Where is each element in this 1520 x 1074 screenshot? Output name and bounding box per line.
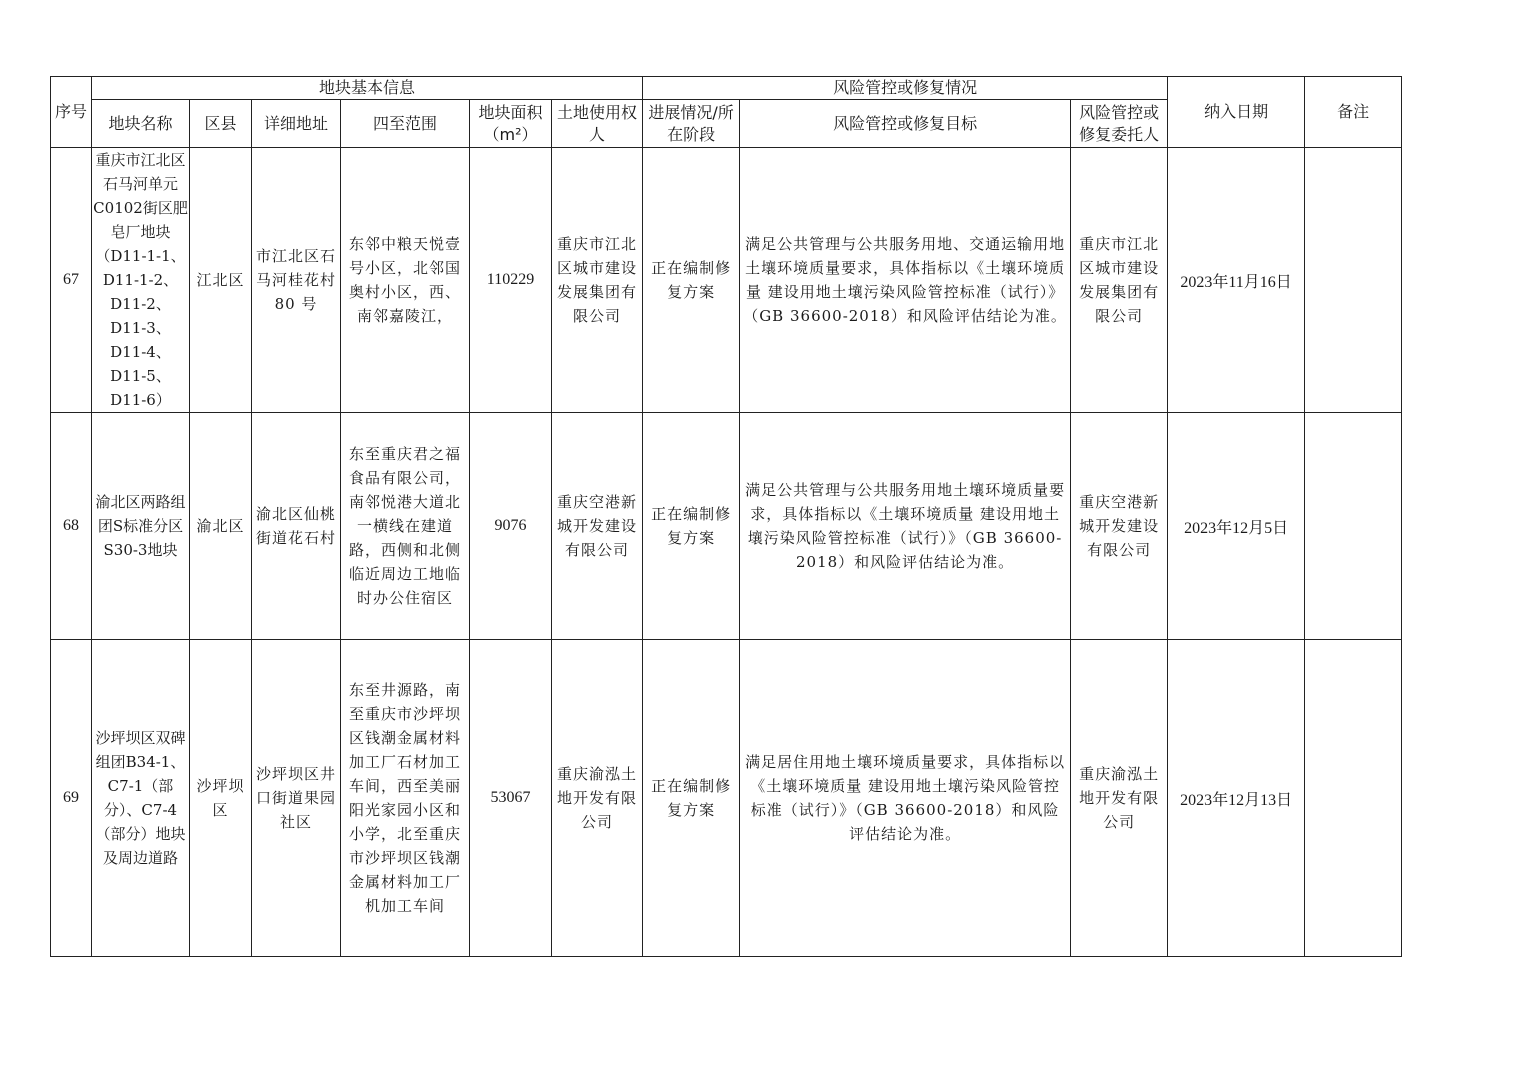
cell-land-owner: 重庆渝泓土地开发有限公司 [552,640,643,957]
cell-progress: 正在编制修复方案 [643,413,740,640]
cell-seq: 68 [51,413,92,640]
header-client: 风险管控或修复委托人 [1071,100,1168,148]
header-boundary: 四至范围 [341,100,470,148]
cell-address: 渝北区仙桃街道花石村 [252,413,341,640]
cell-address: 市江北区石马河桂花村 80 号 [252,148,341,413]
cell-area: 9076 [470,413,552,640]
header-seq: 序号 [51,77,92,148]
cell-land-owner: 重庆市江北区城市建设发展集团有限公司 [552,148,643,413]
cell-plot-name: 沙坪坝区双碑组团B34-1、C7-1（部分）、C7-4（部分）地块及周边道路 [92,640,190,957]
cell-area: 53067 [470,640,552,957]
cell-client: 重庆渝泓土地开发有限公司 [1071,640,1168,957]
header-area: 地块面积（m²） [470,100,552,148]
cell-target: 满足公共管理与公共服务用地土壤环境质量要求，具体指标以《土壤环境质量 建设用地土壤污染风险管控标准（试行）》（GB 36600-2018）和风险评估结论为准。 [740,413,1071,640]
cell-remark [1305,640,1402,957]
cell-district: 渝北区 [190,413,252,640]
header-remark: 备注 [1305,77,1402,148]
cell-target: 满足公共管理与公共服务用地、交通运输用地土壤环境质量要求，具体指标以《土壤环境质量 建设用地土壤污染风险管控标准（试行）》（GB 36600-2018）和风险评估结论为准。 [740,148,1071,413]
cell-progress: 正在编制修复方案 [643,640,740,957]
cell-district: 江北区 [190,148,252,413]
table-row [51,413,1402,640]
cell-remark [1305,148,1402,413]
table-row [51,148,1402,413]
header-group-risk-remediation: 风险管控或修复情况 [643,77,1168,100]
cell-client: 重庆市江北区城市建设发展集团有限公司 [1071,148,1168,413]
cell-district: 沙坪坝区 [190,640,252,957]
cell-inclusion-date: 2023年12月5日 [1168,413,1305,640]
header-target: 风险管控或修复目标 [740,100,1071,148]
cell-progress: 正在编制修复方案 [643,148,740,413]
header-inclusion-date: 纳入日期 [1168,77,1305,148]
cell-land-owner: 重庆空港新城开发建设有限公司 [552,413,643,640]
cell-seq: 69 [51,640,92,957]
table-row [51,640,1402,957]
cell-boundary: 东邻中粮天悦壹号小区，北邻国奥村小区，西、南邻嘉陵江， [341,148,470,413]
cell-target: 满足居住用地土壤环境质量要求，具体指标以《土壤环境质量 建设用地土壤污染风险管控标准（试行）》（GB 36600-2018）和风险评估结论为准。 [740,640,1071,957]
header-plot-name: 地块名称 [92,100,190,148]
cell-seq: 67 [51,148,92,413]
header-land-owner: 土地使用权人 [552,100,643,148]
cell-boundary: 东至重庆君之福食品有限公司，南邻悦港大道北一横线在建道路，西侧和北侧临近周边工地临时办公住宿区 [341,413,470,640]
cell-plot-name: 渝北区两路组团S标准分区S30-3地块 [92,413,190,640]
cell-client: 重庆空港新城开发建设有限公司 [1071,413,1168,640]
cell-inclusion-date: 2023年12月13日 [1168,640,1305,957]
cell-boundary: 东至井源路，南至重庆市沙坪坝区钱潮金属材料加工厂石材加工车间，西至美丽阳光家园小区和小学，北至重庆市沙坪坝区钱潮金属材料加工厂机加工车间 [341,640,470,957]
contaminated-land-table [50,76,1402,957]
cell-remark [1305,413,1402,640]
header-progress: 进展情况/所在阶段 [643,100,740,148]
cell-address: 沙坪坝区井口街道果园社区 [252,640,341,957]
cell-inclusion-date: 2023年11月16日 [1168,148,1305,413]
header-group-basic-info: 地块基本信息 [92,77,643,100]
header-district: 区县 [190,100,252,148]
cell-area: 110229 [470,148,552,413]
cell-plot-name: 重庆市江北区石马河单元C0102街区肥皂厂地块（D11-1-1、D11-1-2、D11-2、D11-3、D11-4、D11-5、D11-6） [92,148,190,413]
header-address: 详细地址 [252,100,341,148]
